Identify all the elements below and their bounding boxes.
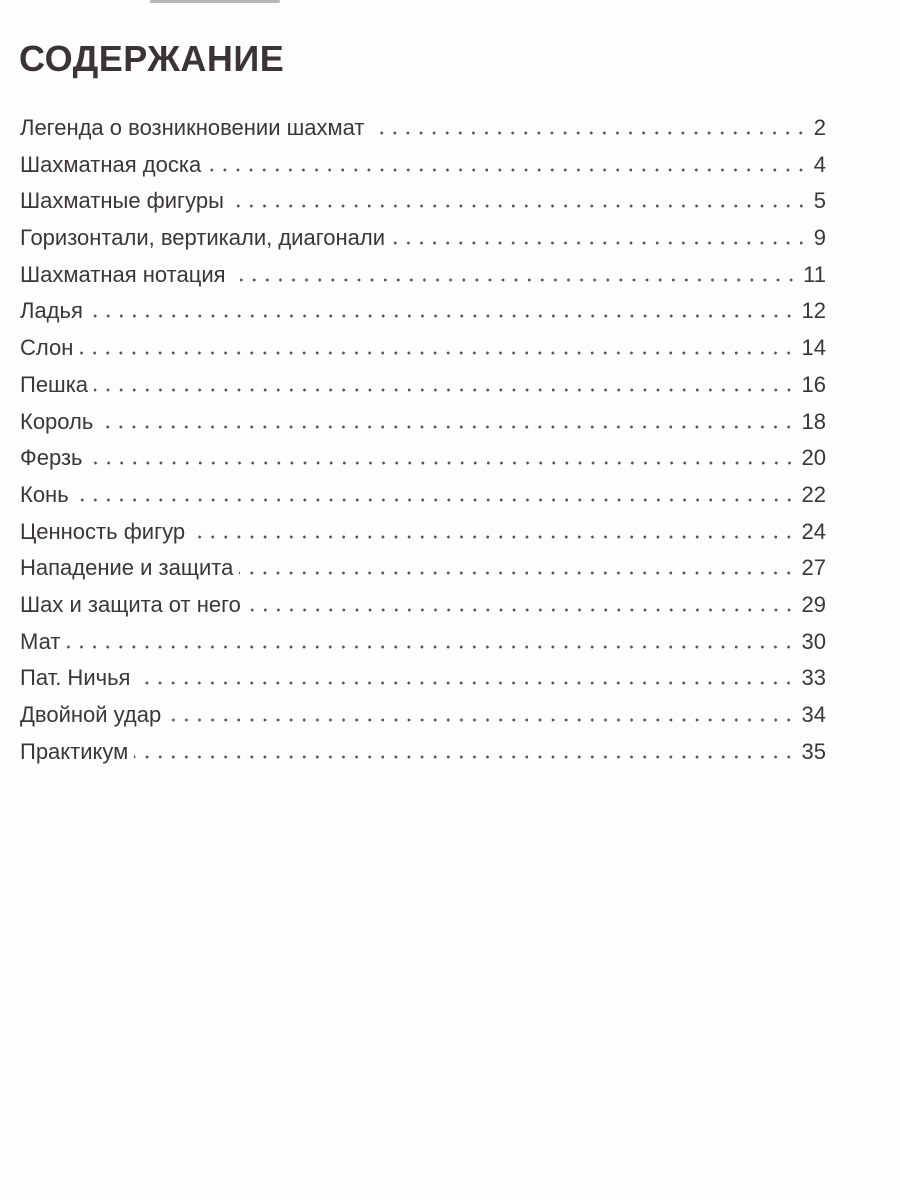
toc-entry-page: 20 bbox=[801, 445, 826, 471]
toc-entry-page: 35 bbox=[801, 738, 826, 764]
toc-entry bbox=[20, 409, 826, 446]
dot-leader bbox=[230, 204, 808, 208]
toc-entry-page: 2 bbox=[813, 115, 826, 140]
toc-entry-title: Практикум bbox=[20, 738, 129, 764]
toc-entry-title: Шахматные фигуры bbox=[20, 188, 224, 214]
toc-entry-title: Ладья bbox=[20, 298, 83, 324]
dot-leader bbox=[94, 388, 795, 392]
table-of-contents bbox=[20, 115, 826, 775]
toc-entry bbox=[20, 188, 826, 225]
toc-entry-title: Легенда о возникновении шахмат bbox=[20, 115, 365, 140]
dot-leader bbox=[207, 168, 808, 172]
toc-entry-page: 9 bbox=[813, 225, 826, 251]
toc-entry-title: Мат bbox=[20, 628, 61, 654]
toc-entry-title: Пешка bbox=[20, 371, 89, 397]
toc-entry bbox=[20, 739, 826, 776]
dot-leader bbox=[99, 425, 795, 429]
toc-entry-page: 27 bbox=[801, 555, 826, 581]
dot-leader bbox=[370, 131, 807, 135]
dot-leader bbox=[232, 278, 798, 282]
dot-leader bbox=[247, 608, 796, 612]
dot-leader bbox=[79, 351, 795, 355]
toc-entry-page: 11 bbox=[803, 261, 826, 287]
toc-entry-page: 33 bbox=[801, 665, 826, 691]
toc-entry-page: 14 bbox=[801, 335, 826, 361]
toc-entry-title: Нападение и защита bbox=[20, 555, 234, 581]
toc-entry-page: 5 bbox=[813, 188, 826, 214]
dot-leader bbox=[89, 461, 796, 465]
dot-leader bbox=[75, 498, 796, 502]
toc-entry-title: Пат. Ничья bbox=[20, 665, 131, 691]
dot-leader bbox=[167, 718, 795, 722]
toc-entry-title: Ценность фигур bbox=[20, 518, 186, 544]
toc-entry-title: Двойной удар bbox=[20, 702, 162, 727]
toc-entry bbox=[20, 298, 826, 335]
dot-leader bbox=[239, 571, 795, 575]
toc-entry bbox=[20, 445, 826, 482]
toc-entry-title: Конь bbox=[20, 481, 69, 507]
toc-entry-page: 22 bbox=[801, 481, 826, 507]
toc-entry-title: Шахматная доска bbox=[20, 151, 202, 177]
toc-entry bbox=[20, 519, 826, 556]
toc-entry bbox=[20, 629, 826, 666]
dot-leader bbox=[89, 314, 796, 318]
dot-leader bbox=[136, 681, 795, 685]
toc-entry-title: Ферзь bbox=[20, 445, 83, 471]
dot-leader bbox=[191, 535, 795, 539]
toc-entry bbox=[20, 335, 826, 372]
dot-leader bbox=[66, 645, 795, 649]
toc-entry-page: 4 bbox=[813, 151, 826, 177]
toc-entry bbox=[20, 702, 826, 739]
page-title: СОДЕРЖАНИЕ bbox=[19, 38, 285, 79]
toc-entry bbox=[20, 225, 826, 262]
toc-entry bbox=[20, 592, 826, 629]
toc-entry-page: 34 bbox=[801, 702, 826, 727]
dot-leader bbox=[134, 755, 795, 759]
toc-entry-page: 12 bbox=[801, 298, 826, 324]
toc-entry bbox=[20, 555, 826, 592]
scan-mark bbox=[150, 0, 280, 3]
toc-entry-page: 16 bbox=[801, 371, 826, 397]
toc-entry-page: 24 bbox=[801, 518, 826, 544]
dot-leader bbox=[391, 241, 808, 245]
toc-entry-page: 18 bbox=[801, 408, 826, 434]
toc-entry bbox=[20, 372, 826, 409]
toc-entry bbox=[20, 115, 826, 152]
toc-entry bbox=[20, 665, 826, 702]
toc-entry-page: 30 bbox=[801, 628, 826, 654]
toc-entry bbox=[20, 482, 826, 519]
toc-entry-title: Слон bbox=[20, 335, 74, 361]
toc-entry-title: Шах и защита от него bbox=[20, 591, 241, 617]
toc-entry-title: Король bbox=[20, 408, 94, 434]
toc-entry-page: 29 bbox=[801, 591, 826, 617]
toc-entry-title: Шахматная нотация bbox=[20, 261, 226, 287]
toc-entry bbox=[20, 152, 826, 189]
toc-entry-title: Горизонтали, вертикали, диагонали bbox=[20, 225, 385, 251]
toc-entry bbox=[20, 262, 826, 299]
